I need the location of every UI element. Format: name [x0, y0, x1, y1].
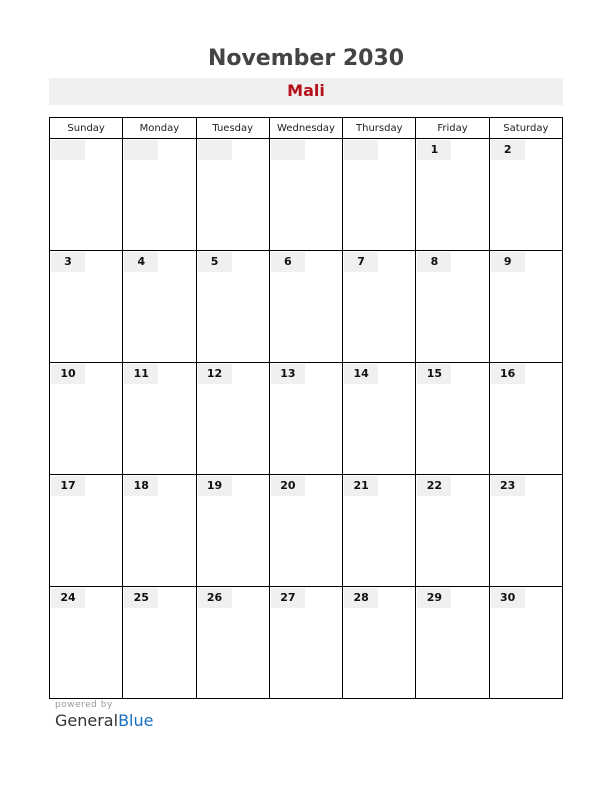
day-number: 12 — [198, 364, 232, 384]
day-number — [344, 140, 378, 160]
country-name: Mali — [287, 81, 325, 100]
day-cell[interactable] — [343, 139, 416, 251]
day-number: 28 — [344, 588, 378, 608]
day-number: 25 — [124, 588, 158, 608]
day-cell[interactable] — [50, 363, 123, 475]
weekday-header-row — [50, 118, 563, 139]
day-cell[interactable] — [123, 587, 196, 699]
week-row — [50, 251, 563, 363]
day-number: 17 — [51, 476, 85, 496]
day-cell[interactable] — [343, 251, 416, 363]
day-number: 10 — [51, 364, 85, 384]
calendar-title: November 2030 — [207, 46, 405, 71]
day-number — [198, 140, 232, 160]
footer — [55, 700, 153, 730]
weekday-monday: Monday — [123, 118, 196, 139]
day-cell[interactable] — [489, 139, 562, 251]
day-cell[interactable] — [269, 251, 342, 363]
day-cell[interactable] — [269, 475, 342, 587]
day-number: 26 — [198, 588, 232, 608]
day-cell[interactable] — [196, 251, 269, 363]
brand-logo[interactable] — [55, 711, 153, 730]
day-cell[interactable] — [489, 363, 562, 475]
day-cell[interactable] — [269, 363, 342, 475]
day-number — [271, 140, 305, 160]
day-cell[interactable] — [123, 251, 196, 363]
week-row — [50, 475, 563, 587]
powered-by-text: powered by — [55, 700, 113, 710]
day-cell[interactable] — [416, 139, 489, 251]
day-number: 15 — [417, 364, 451, 384]
country-banner — [49, 78, 563, 105]
weekday-sunday: Sunday — [50, 118, 123, 139]
week-row — [50, 587, 563, 699]
day-cell[interactable] — [416, 251, 489, 363]
brand-blue: Blue — [118, 711, 154, 730]
day-number: 19 — [198, 476, 232, 496]
day-cell[interactable] — [50, 251, 123, 363]
day-number: 14 — [344, 364, 378, 384]
day-number: 2 — [491, 140, 525, 160]
day-cell[interactable] — [489, 251, 562, 363]
day-number: 29 — [417, 588, 451, 608]
day-cell[interactable] — [416, 475, 489, 587]
day-cell[interactable] — [196, 139, 269, 251]
week-row — [50, 139, 563, 251]
day-cell[interactable] — [416, 587, 489, 699]
weekday-friday: Friday — [416, 118, 489, 139]
day-cell[interactable] — [123, 475, 196, 587]
weekday-saturday: Saturday — [489, 118, 562, 139]
weekday-thursday: Thursday — [343, 118, 416, 139]
day-number: 21 — [344, 476, 378, 496]
day-cell[interactable] — [50, 139, 123, 251]
day-number: 11 — [124, 364, 158, 384]
calendar-grid — [49, 117, 563, 699]
day-number: 3 — [51, 252, 85, 272]
day-number: 16 — [491, 364, 525, 384]
weekday-tuesday: Tuesday — [196, 118, 269, 139]
day-cell[interactable] — [343, 363, 416, 475]
day-number — [124, 140, 158, 160]
day-cell[interactable] — [489, 587, 562, 699]
day-cell[interactable] — [123, 139, 196, 251]
day-number: 30 — [491, 588, 525, 608]
brand-general: General — [55, 711, 119, 730]
day-cell[interactable] — [343, 475, 416, 587]
day-number: 4 — [124, 252, 158, 272]
day-number — [51, 140, 85, 160]
day-number: 22 — [417, 476, 451, 496]
day-cell[interactable] — [196, 475, 269, 587]
day-number: 20 — [271, 476, 305, 496]
day-number: 7 — [344, 252, 378, 272]
day-number: 8 — [417, 252, 451, 272]
day-number: 13 — [271, 364, 305, 384]
day-cell[interactable] — [416, 363, 489, 475]
day-cell[interactable] — [123, 363, 196, 475]
day-cell[interactable] — [196, 587, 269, 699]
day-cell[interactable] — [269, 139, 342, 251]
day-number: 9 — [491, 252, 525, 272]
day-cell[interactable] — [50, 587, 123, 699]
day-cell[interactable] — [269, 587, 342, 699]
weekday-wednesday: Wednesday — [269, 118, 342, 139]
day-cell[interactable] — [50, 475, 123, 587]
day-number: 23 — [491, 476, 525, 496]
day-number: 24 — [51, 588, 85, 608]
day-number: 5 — [198, 252, 232, 272]
day-cell[interactable] — [196, 363, 269, 475]
day-cell[interactable] — [343, 587, 416, 699]
week-row — [50, 363, 563, 475]
day-number: 6 — [271, 252, 305, 272]
day-number: 1 — [417, 140, 451, 160]
day-cell[interactable] — [489, 475, 562, 587]
day-number: 18 — [124, 476, 158, 496]
day-number: 27 — [271, 588, 305, 608]
